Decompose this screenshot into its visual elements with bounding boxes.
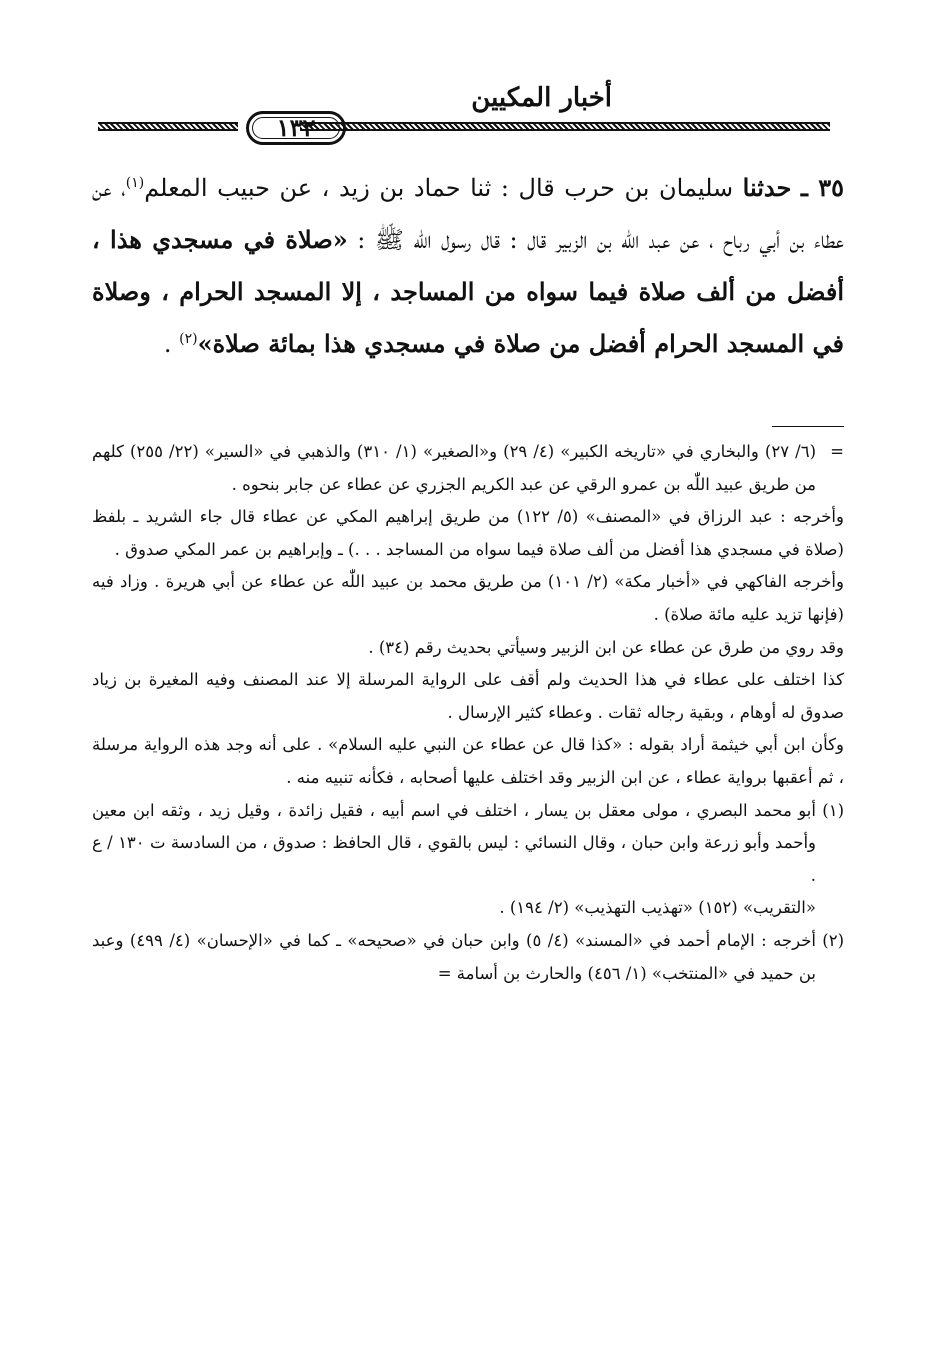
footnote-2-text: أخرجه : الإمام أحمد في «المسند» (٤/ ٥) وابن حبان في «صحيحه» ـ كما في «الإحسان» (٤/ ٤٩٩) وعبد بن حميد في «المنتخب» (١/ ٤٥٦) والحارث بن أسامة = [92, 930, 817, 983]
footnote-1-source: «التقريب» (١٥٢) «تهذيب التهذيب» (٢/ ١٩٤) . [499, 898, 816, 918]
isnad-segment-2: ، عن عطاء بن أبي رباح ، عن عبد اللّٰه بن الزبير قال : قال رسول اللّٰه ﷺ : [92, 174, 845, 254]
footnote-ref-2: (٢) [179, 331, 198, 347]
footnote-2-marker: (٢) [822, 930, 844, 950]
page-number-badge [246, 111, 346, 145]
footnote-ref-1: (١) [125, 175, 145, 191]
footnote-paragraph: وأخرجه الفاكهي في «أخبار مكة» (٢/ ١٠١) من طريق محمد بن عبيد اللّٰه عن عطاء عن أبي هريرة . وزاد فيه (فإنها تزيد عليه مائة صلاة) . [92, 572, 844, 624]
hadith-text [92, 162, 844, 370]
footnote-paragraph: وأخرجه : عبد الرزاق في «المصنف» (٥/ ١٢٢) من طريق إبراهيم المكي عن عطاء قال جاء الشريد ـ بلفظ (صلاة في مسجدي هذا أفضل من ألف صلاة فيما سواه من المساجد . . .) ـ وإبراهيم بن عمر المكي صدوق . [92, 507, 844, 559]
footnote-1-marker: (١) [822, 800, 844, 820]
isnad-segment-1: سليمان بن حرب قال : ثنا حماد بن زيد ، عن حبيب المعلم [144, 174, 743, 202]
footnotes [92, 436, 844, 990]
footnote-divider [772, 426, 844, 427]
footnote-paragraph: كذا اختلف على عطاء في هذا الحديث ولم أقف على الرواية المرسلة إلا عند المصنف وفيه المغيرة بن زياد صدوق له أوهام ، وبقية رجاله ثقات . وعطاء كثير الإرسال . [92, 670, 844, 722]
footnote-1 [92, 795, 844, 925]
hadith-ending: . [163, 330, 180, 358]
hadith-lead-word: حدثنا [742, 173, 792, 202]
page-number: ١٣٢ [276, 113, 316, 142]
header-rule-right [300, 122, 830, 131]
footnote-paragraph: (٦/ ٢٧) والبخاري في «تاريخه الكبير» (٤/ ٢٩) و«الصغير» (١/ ٣١٠) والذهبي في «السير» (٢٢/ ٢٥٥) كلهم من طريق عبيد اللّٰه بن عمرو الرقي عن عبد الكريم الجزري عن عطاء عن جابر بنحوه . [92, 442, 817, 494]
continuation-marker: = [830, 442, 844, 461]
footnote-2 [92, 925, 844, 990]
footnote-1-text: أبو محمد البصري ، مولى معقل بن يسار ، اختلف في اسم أبيه ، فقيل زائدة ، وقيل زيد ، وثقه ابن معين وأحمد وأبو زرعة وابن حبان ، وقال النسائي : ليس بالقوي ، قال الحافظ : صدوق ، من السادسة ت ١٣٠ / ع . [92, 800, 816, 885]
footnote-paragraph: وقد روي من طرق عن عطاء عن ابن الزبير وسيأتي بحديث رقم (٣٤) . [368, 637, 844, 657]
hadith-number: ٣٥ ـ [800, 173, 844, 202]
hadith-matn: «صلاة في مسجدي هذا ، أفضل من ألف صلاة فيما سواه من المساجد ، إلا المسجد الحرام ، وصلاة في المسجد الحرام أفضل من صلاة في مسجدي هذا بمائة صلاة» [92, 225, 844, 358]
running-header-title: أخبار المكيين [471, 83, 612, 113]
footnote-paragraph: وكأن ابن أبي خيثمة أراد بقوله : «كذا قال عن عطاء عن النبي عليه السلام» . على أنه وجد هذه الرواية مرسلة ، ثم أعقبها برواية عطاء ، عن ابن الزبير وقد اختلف عليها أصحابه ، فكأنه تنبيه منه . [92, 735, 844, 787]
header-rule-left [98, 122, 238, 131]
footnote-continuation [92, 436, 844, 501]
